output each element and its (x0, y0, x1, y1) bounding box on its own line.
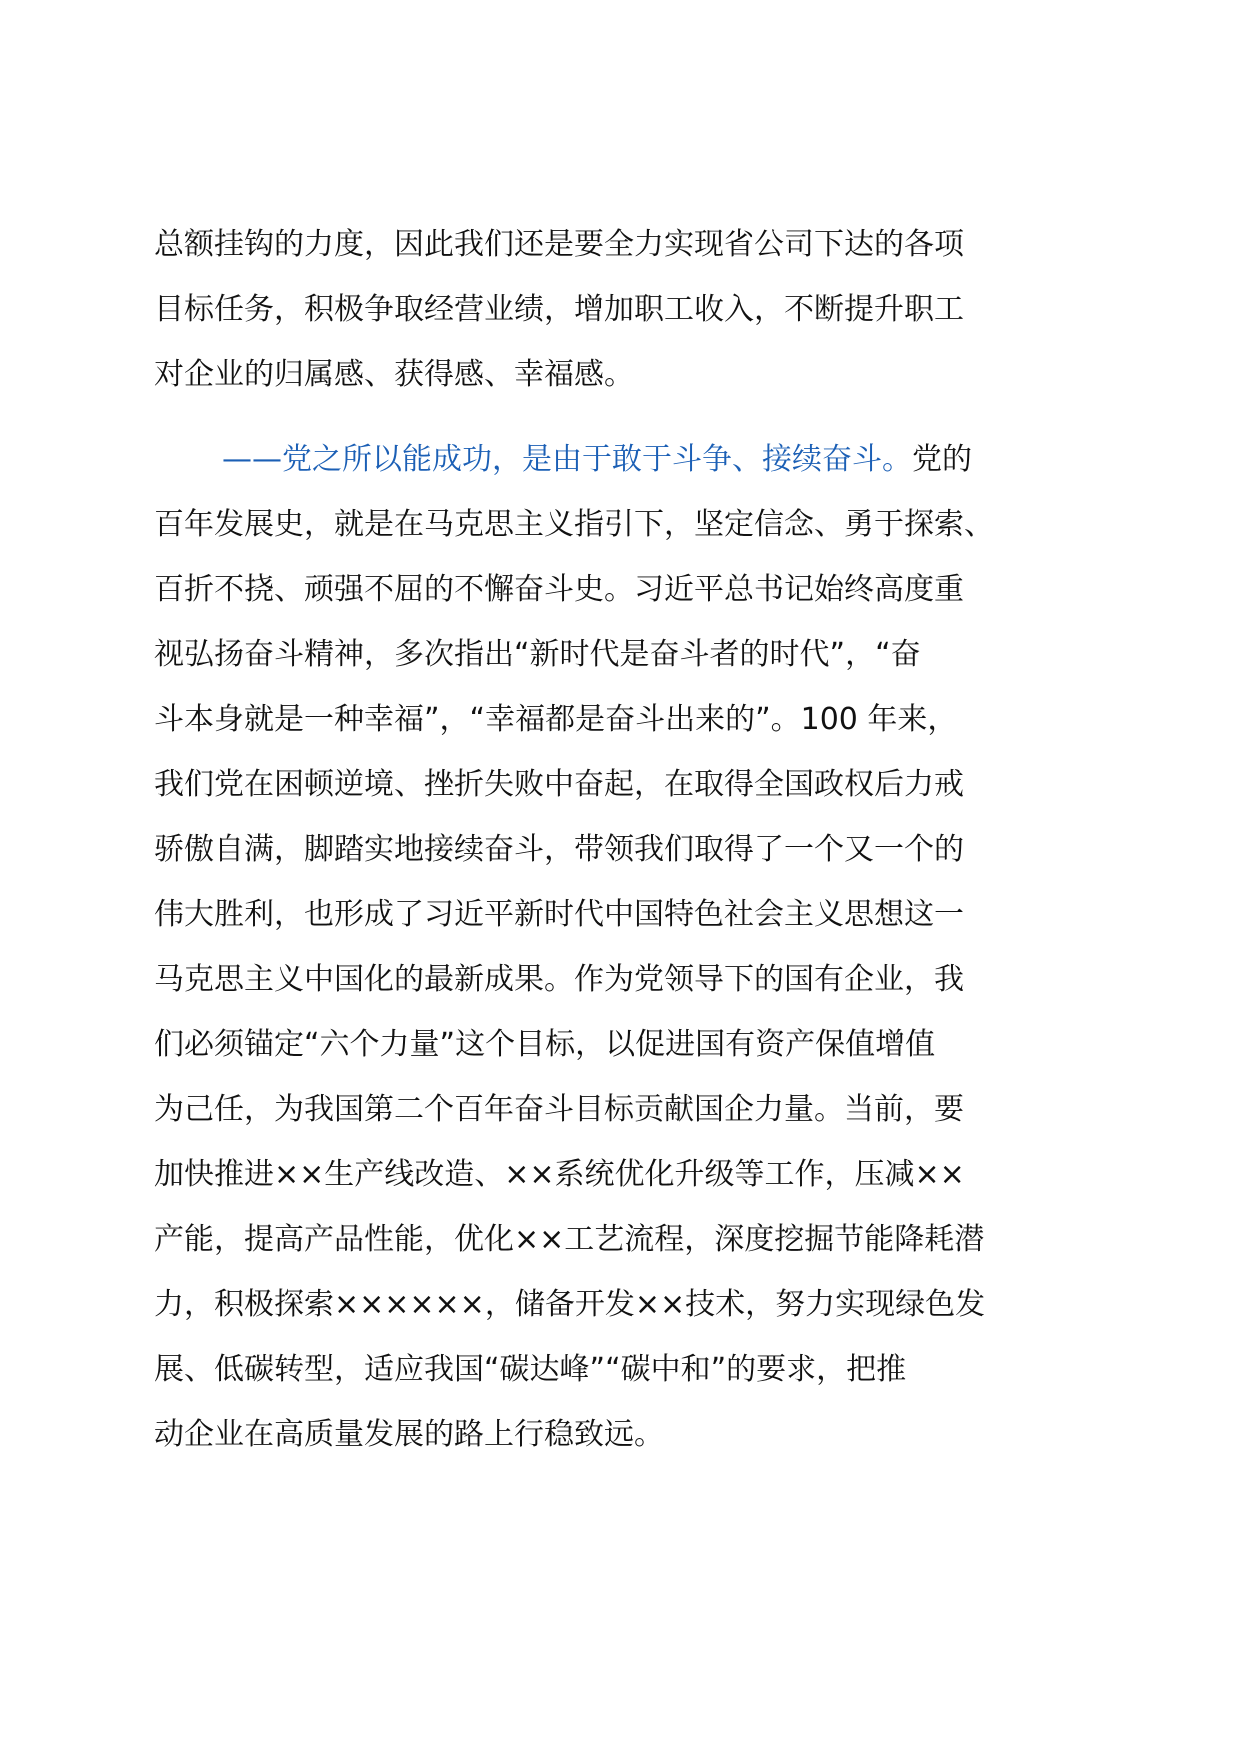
paragraph-2-first-line (154, 427, 1098, 492)
paragraph-2 (154, 427, 1098, 1467)
text-line: 为己任，为我国第二个百年奋斗目标贡献国企力量。当前，要 (154, 1092, 964, 1127)
text-line: 动企业在高质量发展的路上行稳致远。 (154, 1417, 664, 1452)
text-line: 视弘扬奋斗精神，多次指出“新时代是奋斗者的时代”，“奋 (154, 637, 921, 672)
text-line: 伟大胜利，也形成了习近平新时代中国特色社会主义思想这一 (154, 897, 964, 932)
text-line: 加快推进××生产线改造、××系统优化升级等工作，压减×× (154, 1157, 965, 1192)
text-line: 们必须锚定“六个力量”这个目标，以促进国有资产保值增值 (154, 1027, 936, 1062)
text-span: 党的 (912, 442, 972, 477)
text-line: 目标任务，积极争取经营业绩，增加职工收入，不断提升职工 (154, 292, 964, 327)
text-line: 斗本身就是一种幸福”，“幸福都是奋斗出来的”。100 年来， (154, 702, 958, 737)
text-line: 我们党在困顿逆境、挫折失败中奋起，在取得全国政权后力戒 (154, 767, 964, 802)
text-line: 百年发展史，就是在马克思主义指引下，坚定信念、勇于探索、 (154, 507, 994, 542)
section-heading: ——党之所以能成功，是由于敢于斗争、接续奋斗。 (222, 442, 912, 477)
text-line: 展、低碳转型，适应我国“碳达峰”“碳中和”的要求，把推 (154, 1352, 907, 1387)
text-line: 产能，提高产品性能，优化××工艺流程，深度挖掘节能降耗潜 (154, 1222, 985, 1257)
text-line: 百折不挠、顽强不屈的不懈奋斗史。习近平总书记始终高度重 (154, 572, 964, 607)
text-line: 总额挂钩的力度，因此我们还是要全力实现省公司下达的各项 (154, 227, 964, 262)
document-body (154, 212, 1098, 1487)
text-line: 骄傲自满，脚踏实地接续奋斗，带领我们取得了一个又一个的 (154, 832, 964, 867)
text-line: 对企业的归属感、获得感、幸福感。 (154, 357, 634, 392)
paragraph-1 (154, 212, 1098, 407)
text-line: 马克思主义中国化的最新成果。作为党领导下的国有企业，我 (154, 962, 964, 997)
text-line: 力，积极探索××××××，储备开发××技术，努力实现绿色发 (154, 1287, 986, 1322)
